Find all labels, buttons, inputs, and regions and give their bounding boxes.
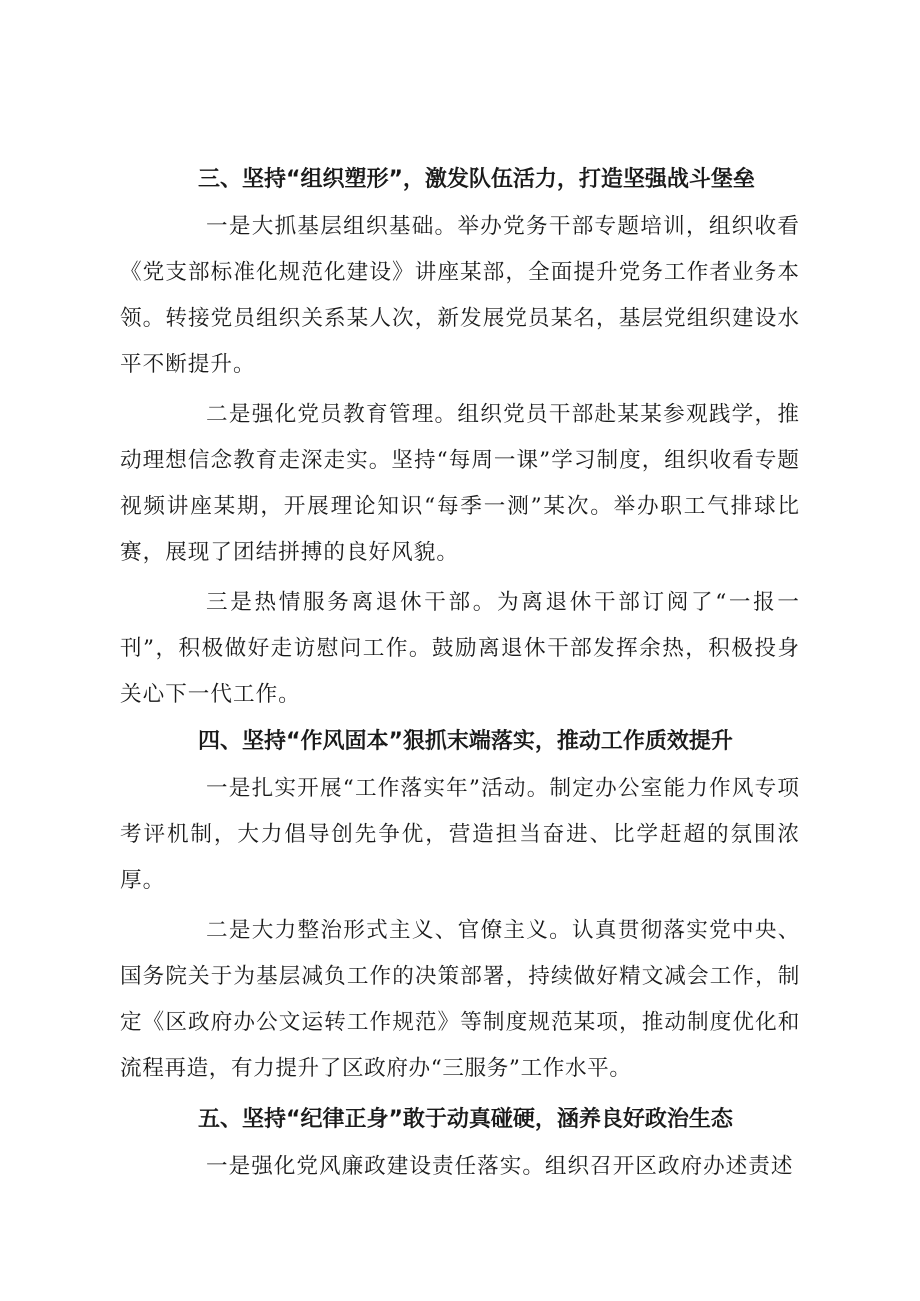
section-3-paragraph-2: 二是强化党员教育管理。组织党员干部赴某某参观践学，推动理想信念教育走深走实。坚持“每周一课”学习制度，组织收看专题视频讲座某期，开展理论知识“每季一测”某次。举办职工气排球比赛，展现了团结拼搏的良好风貌。 [120,402,800,565]
section-5-paragraph-1: 一是强化党风廉政建设责任落实。组织召开区政府办述责述 [206,1154,794,1179]
section-3-paragraph-1: 一是大抓基层组织基础。举办党务干部专题培训，组织收看《党支部标准化规范化建设》讲座某部，全面提升党务工作者业务本领。转接党员组织关系某人次，新发展党员某名，基层党组织建设水平不断提升。 [120,214,800,377]
section-3-heading: 三、坚持“组织塑形”，激发队伍活力，打造坚强战斗堡垒 [198,167,755,192]
section-4-paragraph-2: 二是大力整治形式主义、官僚主义。认真贯彻落实党中央、国务院关于为基层减负工作的决策部署，持续做好精文减会工作，制定《区政府办公文运转工作规范》等制度规范某项，推动制度优化和流程再造，有力提升了区政府办“三服务”工作水平。 [120,918,800,1081]
section-4-paragraph-1: 一是扎实开展“工作落实年”活动。制定办公室能力作风专项考评机制，大力倡导创先争优，营造担当奋进、比学赶超的氛围浓厚。 [120,776,800,893]
section-4-heading: 四、坚持“作风固本”狠抓末端落实，推动工作质效提升 [198,729,733,754]
document-body [120,156,800,1190]
section-5-heading: 五、坚持“纪律正身”敢于动真碰硬，涵养良好政治生态 [198,1107,733,1132]
section-3-paragraph-3: 三是热情服务离退休干部。为离退休干部订阅了“一报一刊”，积极做好走访慰问工作。鼓励离退休干部发挥余热，积极投身关心下一代工作。 [120,590,800,707]
